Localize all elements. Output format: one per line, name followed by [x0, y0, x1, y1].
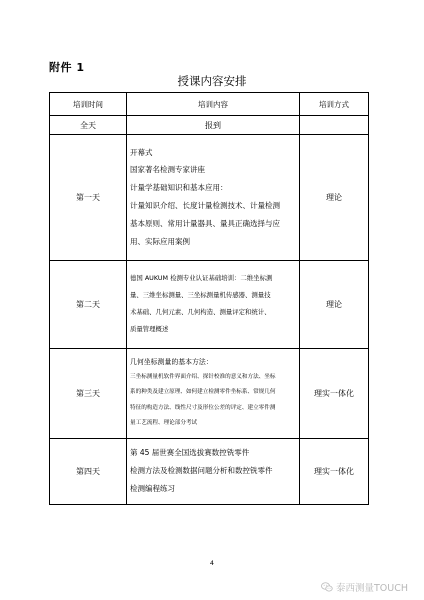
row-time: 第三天	[50, 349, 127, 439]
content-line: 量、三维坐标测量、三坐标测量机传感器、测量技	[130, 290, 271, 299]
wechat-icon	[321, 582, 333, 592]
row-method	[300, 116, 369, 135]
row-content	[127, 261, 300, 349]
content-line: 几何坐标测量的基本方法：	[130, 358, 213, 367]
content-line: 检测编程练习	[130, 484, 175, 493]
content-line: 用、实际应用案例	[130, 236, 190, 246]
header-method: 培训方式	[300, 93, 369, 116]
content-line: 特征的构造方法、线性尺寸及形位公差的评定、建立零件测	[130, 404, 276, 411]
row-time: 第二天	[50, 261, 127, 349]
content-line: 术基础、几何元素、几何构造、测量评定和统计、	[130, 308, 271, 316]
row-method: 理实一体化	[300, 349, 369, 439]
content-line: 国家著名检测专家讲座	[130, 165, 205, 175]
content-line: 质量管理概述	[130, 325, 169, 334]
table-row-day1	[50, 135, 369, 261]
table-row-day2	[50, 261, 369, 349]
row-method: 理论	[300, 135, 369, 261]
content-line: 基本原则、常用计量器具、量具正确选择与应	[130, 218, 280, 228]
row-time: 第一天	[50, 135, 127, 261]
document-title: 授课内容安排	[177, 74, 247, 88]
row-content	[127, 349, 300, 439]
content-line: 第 45 届世赛全国选拔赛数控铣零件	[130, 448, 250, 457]
page-number: 4	[209, 559, 215, 567]
content-line: 计量知识介绍、长度计量检测技术、计量检测	[130, 201, 280, 210]
header-content: 培训内容	[127, 93, 300, 116]
row-time: 全天	[50, 116, 127, 135]
content-line: 计量学基础知识和基本应用：	[130, 183, 228, 193]
row-content	[127, 439, 300, 505]
table-row-registration	[50, 116, 369, 135]
content-line: 检测方法及检测数据问题分析和数控铣零件	[130, 466, 273, 475]
row-content	[127, 135, 300, 261]
table-row-day3	[50, 349, 369, 439]
content-line: 德国 AUKUM 检测专业认证基础培训：二维坐标测	[130, 273, 273, 282]
content-line: 三坐标测量机软件界面介绍、探针校准的意义和方法、坐标	[130, 374, 276, 381]
table-row-day4	[50, 439, 369, 505]
annex-label: 附件 1	[49, 61, 85, 74]
table-header-row	[50, 93, 369, 116]
row-method: 理实一体化	[300, 439, 369, 505]
header-time: 培训时间	[50, 93, 127, 116]
content-line: 量工艺流程、理论部分考试	[130, 419, 198, 426]
watermark	[321, 580, 408, 594]
content-line: 开幕式	[130, 147, 153, 157]
row-method: 理论	[300, 261, 369, 349]
watermark-text: 泰西测量TOUCH	[335, 583, 408, 594]
schedule-table	[49, 92, 369, 505]
row-content: 报到	[127, 116, 300, 135]
content-line: 系的种类及建立原理、如何建立检测零件坐标系、常规几何	[130, 389, 276, 396]
row-time: 第四天	[50, 439, 127, 505]
